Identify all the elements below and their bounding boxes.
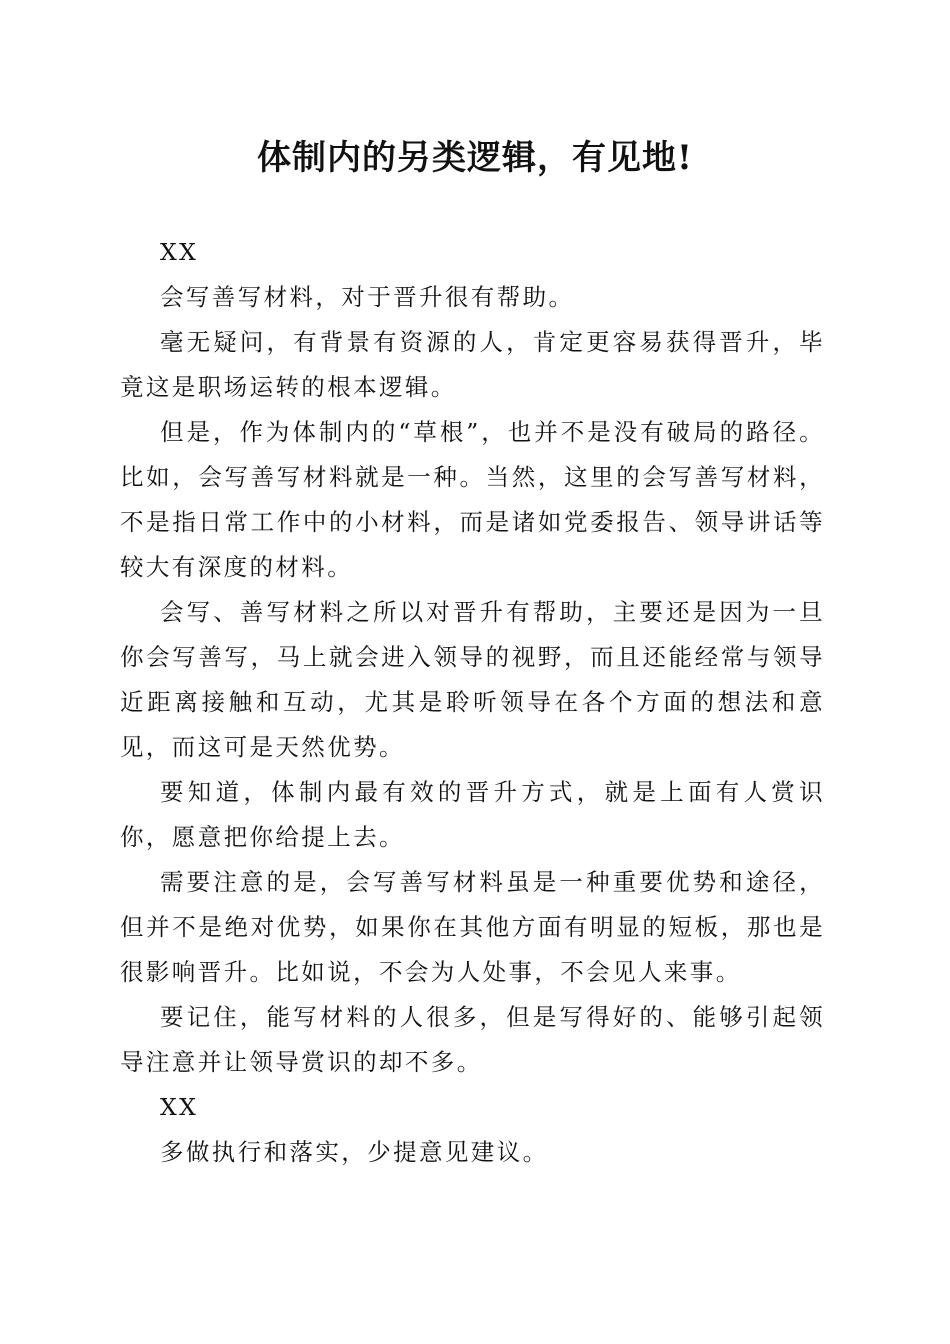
section-heading: XX <box>160 1093 199 1121</box>
paragraph: 需要注意的是，会写善写材料虽是一种重要优势和途径，但并不是绝对优势，如果你在其他方面有明显的短板，那也是很影响晋升。比如说，不会为人处事，不会见人来事。 <box>120 868 825 986</box>
paragraph: 多做执行和落实，少提意见建议。 <box>160 1138 549 1166</box>
document-title: 体制内的另类逻辑，有见地! <box>257 138 693 178</box>
section-heading: XX <box>160 238 199 266</box>
paragraph: 要记住，能写材料的人很多，但是写得好的、能够引起领导注意并让领导赏识的却不多。 <box>120 1003 825 1076</box>
paragraph: 毫无疑问，有背景有资源的人，肯定更容易获得晋升，毕竟这是职场运转的根本逻辑。 <box>120 328 825 401</box>
paragraph: 但是，作为体制内的“草根”，也并不是没有破局的路径。比如，会写善写材料就是一种。当然，这里的会写善写材料，不是指日常工作中的小材料，而是诸如党委报告、领导讲话等较大有深度的材料。 <box>120 418 825 581</box>
paragraph: 会写善写材料，对于晋升很有帮助。 <box>160 283 575 311</box>
paragraph: 会写、善写材料之所以对晋升有帮助，主要还是因为一旦你会写善写，马上就会进入领导的视野，而且还能经常与领导近距离接触和互动，尤其是聆听领导在各个方面的想法和意见，而这可是天然优势。 <box>120 598 825 761</box>
paragraph: 要知道，体制内最有效的晋升方式，就是上面有人赏识你，愿意把你给提上去。 <box>120 778 825 851</box>
document-body <box>120 230 825 1175</box>
